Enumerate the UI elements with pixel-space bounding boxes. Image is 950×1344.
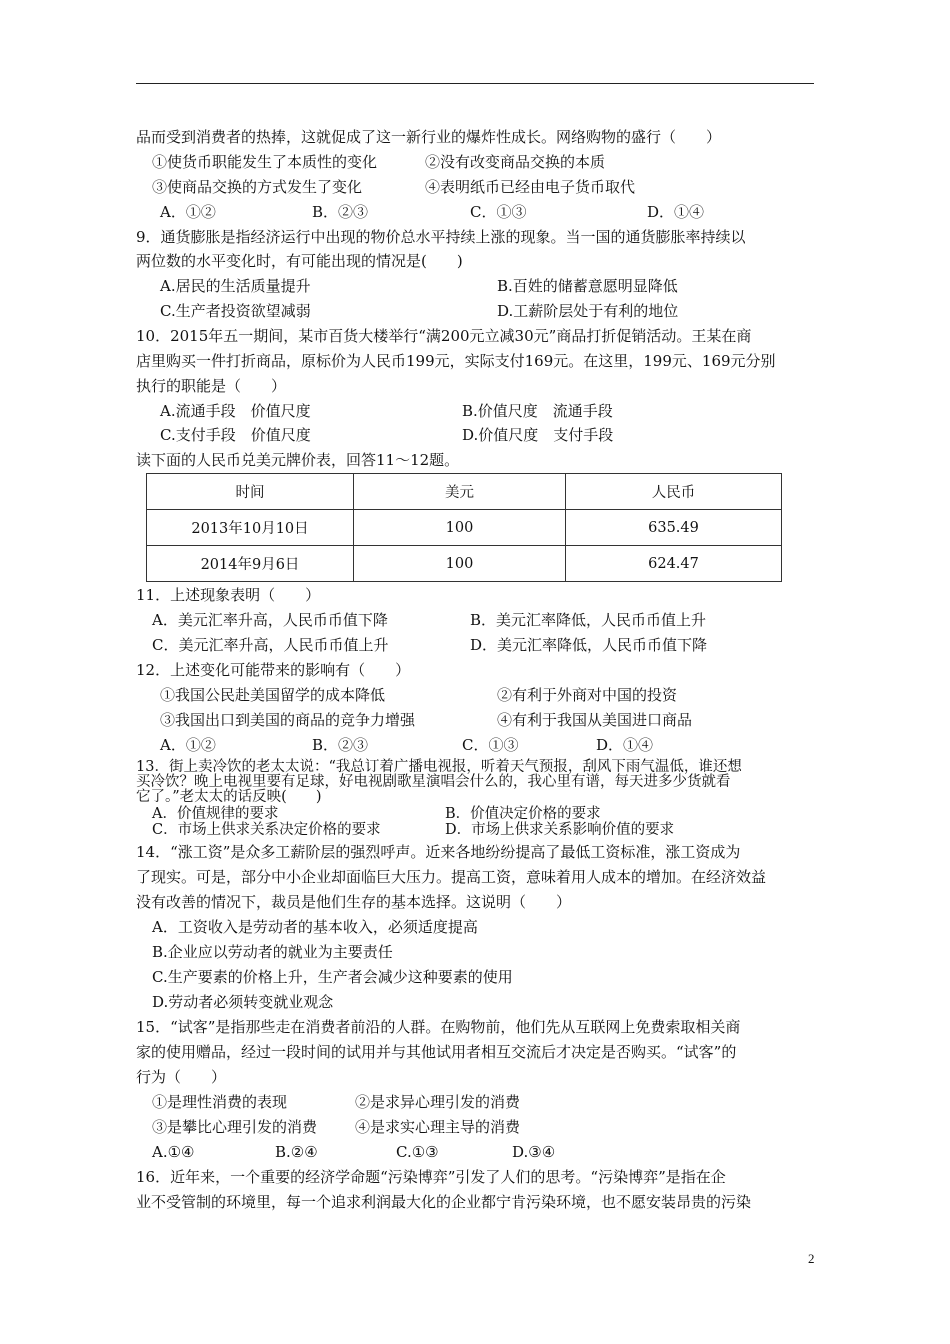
- q8-option-3: ③使商品交换的方式发生了变化: [152, 178, 363, 196]
- q9-choice-a: A.居民的生活质量提升: [160, 277, 311, 295]
- table-header-cell: 美元: [354, 474, 566, 510]
- q13-stem-line-3: 它了。”老太太的话反映( ): [136, 789, 322, 805]
- q13-choice-c: C．市场上供求关系决定价格的要求: [152, 822, 381, 838]
- q12-option-2: ②有利于外商对中国的投资: [497, 686, 678, 704]
- header-rule: [136, 83, 814, 84]
- q10-stem-line-2: 店里购买一件打折商品，原标价为人民币199元，实际支付169元。在这里，199元、169元分别: [136, 352, 776, 370]
- q10-stem-line-3: 执行的职能是（ ）: [136, 377, 287, 395]
- page-number: 2: [808, 1251, 815, 1266]
- q11-choice-b: B．美元汇率降低，人民币币值上升: [470, 611, 707, 629]
- q9-choice-b: B.百姓的储蓄意愿明显降低: [497, 277, 678, 295]
- table-row: [147, 546, 782, 582]
- q15-option-2: ②是求异心理引发的消费: [355, 1093, 521, 1111]
- q12-option-3: ③我国出口到美国的商品的竞争力增强: [160, 711, 416, 729]
- table-cell: 100: [354, 510, 566, 546]
- q10-choice-b: B.价值尺度 流通手段: [462, 402, 613, 420]
- q15-option-4: ④是求实心理主导的消费: [355, 1118, 521, 1136]
- q12-option-4: ④有利于我国从美国进口商品: [497, 711, 693, 729]
- exchange-rate-table: [146, 473, 782, 582]
- q15-choice-d: D.③④: [512, 1143, 556, 1161]
- q11-choice-a: A．美元汇率升高，人民币币值下降: [152, 611, 388, 629]
- q14-choice-c: C.生产要素的价格上升，生产者会减少这种要素的使用: [152, 968, 513, 986]
- q14-choice-b: B.企业应以劳动者的就业为主要责任: [152, 943, 393, 961]
- q13-choice-d: D．市场上供求关系影响价值的要求: [445, 822, 675, 838]
- q12-choice-a: A．①②: [160, 736, 216, 754]
- table-cell: 635.49: [566, 510, 782, 546]
- q12-choice-d: D．①④: [596, 736, 654, 754]
- q9-stem-line-1: 9．通货膨胀是指经济运行中出现的物价总水平持续上涨的现象。当一国的通货膨胀率持续以: [136, 228, 746, 246]
- q9-stem-line-2: 两位数的水平变化时，有可能出现的情况是( ): [136, 252, 463, 270]
- q8-stem-line: 品而受到消费者的热捧，这就促成了这一新行业的爆炸性成长。网络购物的盛行（ ）: [136, 128, 722, 146]
- q15-choice-c: C.①③: [396, 1143, 439, 1161]
- q8-choice-d: D．①④: [647, 203, 705, 221]
- q15-choice-a: A.①④: [152, 1143, 195, 1161]
- q13-stem-line-1: 13．街上卖冷饮的老太太说：“我总订着广播电视报，听着天气预报，刮风下雨气温低，谁还想: [136, 759, 742, 775]
- q13-choice-a: A．价值规律的要求: [152, 806, 279, 822]
- q8-choice-a: A．①②: [160, 203, 216, 221]
- table-cell: 2013年10月10日: [147, 510, 354, 546]
- q8-option-2: ②没有改变商品交换的本质: [425, 153, 606, 171]
- table-cell: 624.47: [566, 546, 782, 582]
- table-intro: 读下面的人民币兑美元牌价表，回答11～12题。: [136, 451, 460, 469]
- q11-stem: 11．上述现象表明（ ）: [136, 586, 321, 604]
- q11-choice-c: C．美元汇率升高，人民币币值上升: [152, 636, 389, 654]
- q14-stem-line-3: 没有改善的情况下，裁员是他们生存的基本选择。这说明（ ）: [136, 893, 572, 911]
- q13-choice-b: B．价值决定价格的要求: [445, 806, 601, 822]
- q15-option-3: ③是攀比心理引发的消费: [152, 1118, 318, 1136]
- q14-choice-a: A．工资收入是劳动者的基本收入，必须适度提高: [152, 918, 478, 936]
- q11-choice-d: D．美元汇率降低，人民币币值下降: [470, 636, 708, 654]
- table-header-cell: 人民币: [566, 474, 782, 510]
- q12-option-1: ①我国公民赴美国留学的成本降低: [160, 686, 386, 704]
- q8-option-4: ④表明纸币已经由电子货币取代: [425, 178, 636, 196]
- q14-stem-line-2: 了现实。可是，部分中小企业却面临巨大压力。提高工资，意味着用人成本的增加。在经济效益: [136, 868, 767, 886]
- q14-choice-d: D.劳动者必须转变就业观念: [152, 993, 334, 1011]
- q12-choice-c: C．①③: [462, 736, 519, 754]
- q13-stem-line-2: 买冷饮？晚上电视里要有足球，好电视剧歌星演唱会什么的，我心里有谱，每天进多少货就看: [136, 774, 731, 790]
- q12-stem: 12．上述变化可能带来的影响有（ ）: [136, 661, 411, 679]
- q10-choice-d: D.价值尺度 支付手段: [462, 426, 614, 444]
- q9-choice-d: D.工薪阶层处于有利的地位: [497, 302, 679, 320]
- q15-stem-line-1: 15．“试客”是指那些走在消费者前沿的人群。在购物前，他们先从互联网上免费索取相关商: [136, 1018, 741, 1036]
- q15-stem-line-3: 行为（ ）: [136, 1068, 227, 1086]
- table-header-cell: 时间: [147, 474, 354, 510]
- q9-choice-c: C.生产者投资欲望减弱: [160, 302, 311, 320]
- q10-choice-a: A.流通手段 价值尺度: [160, 402, 311, 420]
- q14-stem-line-1: 14．“涨工资”是众多工薪阶层的强烈呼声。近来各地纷纷提高了最低工资标准，涨工资成为: [136, 843, 741, 861]
- q8-choice-c: C．①③: [470, 203, 527, 221]
- q15-stem-line-2: 家的使用赠品，经过一段时间的试用并与其他试用者相互交流后才决定是否购买。“试客”的: [136, 1043, 737, 1061]
- q16-stem-line-2: 业不受管制的环境里，每一个追求利润最大化的企业都宁肯污染环境，也不愿安装昂贵的污染: [136, 1193, 752, 1211]
- table-row: [147, 510, 782, 546]
- q8-option-1: ①使货币职能发生了本质性的变化: [152, 153, 378, 171]
- q15-choice-b: B.②④: [275, 1143, 318, 1161]
- table-cell: 100: [354, 546, 566, 582]
- table-cell: 2014年9月6日: [147, 546, 354, 582]
- q12-choice-b: B．②③: [312, 736, 369, 754]
- q8-choice-b: B．②③: [312, 203, 369, 221]
- q16-stem-line-1: 16．近年来，一个重要的经济学命题“污染博弈”引发了人们的思考。“污染博弈”是指在企: [136, 1168, 726, 1186]
- q10-stem-line-1: 10．2015年五一期间，某市百货大楼举行“满200元立减30元”商品打折促销活动。王某在商: [136, 327, 752, 345]
- q15-option-1: ①是理性消费的表现: [152, 1093, 288, 1111]
- table-header-row: [147, 474, 782, 510]
- q10-choice-c: C.支付手段 价值尺度: [160, 426, 311, 444]
